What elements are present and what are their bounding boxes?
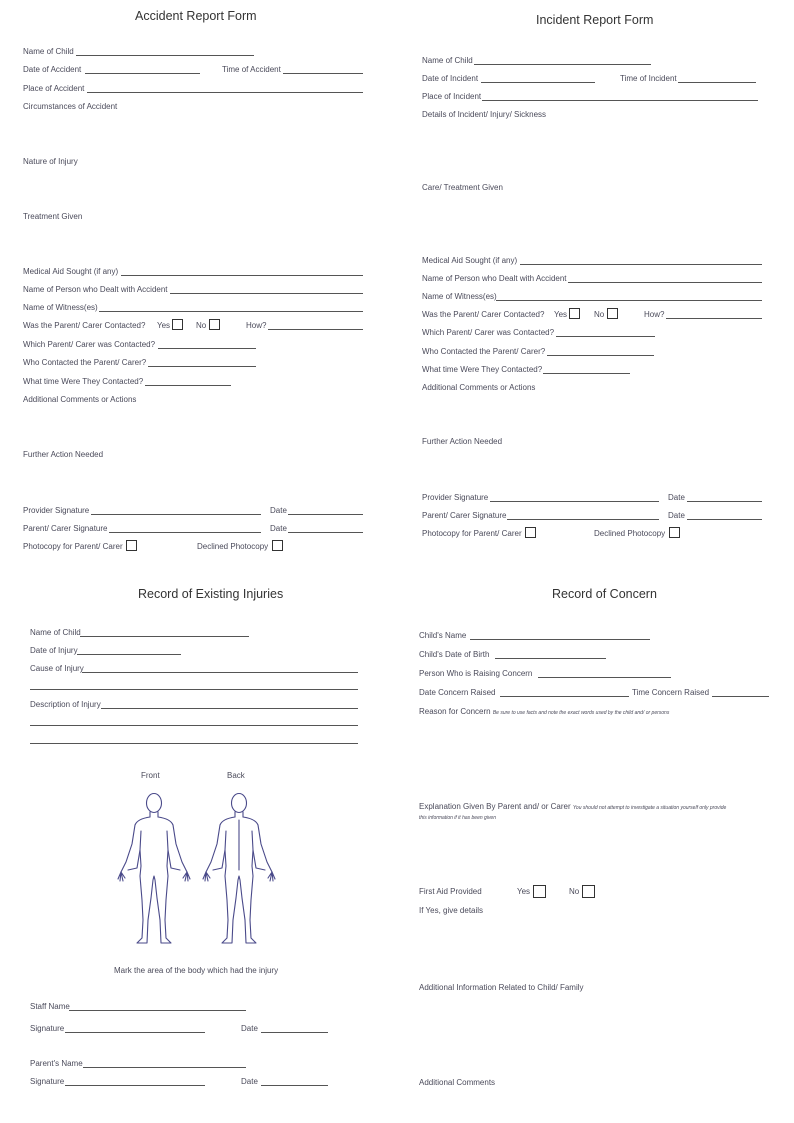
accident-nature-label: Nature of Injury [23,157,78,166]
incident-what-time-label: What time Were They Contacted? [422,365,543,374]
accident-circumstances-label: Circumstances of Accident [23,102,118,111]
incident-place-label: Place of Incident [422,92,482,101]
accident-what-time-field[interactable] [145,385,231,386]
injuries-staff-name-label: Staff Name [30,1002,70,1011]
concern-explanation-label [419,802,726,813]
accident-medical-aid-field[interactable] [121,275,363,276]
concern-childs-dob-label: Child's Date of Birth [419,650,490,659]
incident-witnesses-field[interactable] [496,300,762,301]
concern-date-raised-field[interactable] [500,696,629,697]
incident-provider-date-label: Date [668,493,685,502]
concern-person-raising-field[interactable] [538,677,671,678]
incident-name-of-child-field[interactable] [474,64,651,65]
incident-details-label: Details of Incident/ Injury/ Sickness [422,110,547,119]
concern-childs-name-field[interactable] [470,639,650,640]
concern-childs-dob-field[interactable] [495,658,606,659]
incident-who-contacted-field[interactable] [547,355,654,356]
accident-provider-signature-field[interactable] [91,514,261,515]
incident-person-dealt-field[interactable] [568,282,762,283]
concern-if-yes-label: If Yes, give details [419,906,484,915]
incident-time-field[interactable] [678,82,756,83]
incident-yes-label: Yes [554,310,568,319]
accident-name-of-child-field[interactable] [76,55,254,56]
incident-parent-signature-label: Parent/ Carer Signature [422,511,507,520]
incident-provider-signature-field[interactable] [490,501,659,502]
accident-date-label: Date of Accident [23,65,82,74]
incident-declined-photocopy-checkbox[interactable] [669,527,680,538]
injuries-form-title: Record of Existing Injuries [138,587,284,601]
accident-date-field[interactable] [85,73,200,74]
accident-person-dealt-label: Name of Person who Dealt with Accident [23,285,168,294]
injuries-cause-field-line-2[interactable] [30,689,358,690]
incident-form-title: Incident Report Form [536,13,654,27]
incident-witnesses-label: Name of Witness(es) [422,292,497,301]
injuries-parent-signature-field[interactable] [65,1085,205,1086]
concern-date-raised-label: Date Concern Raised [419,688,496,697]
accident-photocopy-label: Photocopy for Parent/ Carer [23,542,123,551]
incident-further-action-label: Further Action Needed [422,437,503,446]
accident-who-contacted-field[interactable] [148,366,256,367]
mark-area-caption: Mark the area of the body which had the injury [114,966,279,975]
accident-parent-date-label: Date [270,524,287,533]
injuries-description-label: Description of Injury [30,700,101,709]
injuries-cause-label: Cause of Injury [30,664,84,673]
incident-which-parent-field[interactable] [556,336,655,337]
accident-which-parent-field[interactable] [158,348,256,349]
accident-parent-contacted-label: Was the Parent/ Carer Contacted? [23,321,146,330]
accident-parent-signature-label: Parent/ Carer Signature [23,524,108,533]
accident-no-label: No [196,321,207,330]
concern-explanation-text: Explanation Given By Parent and/ or Carer [419,802,571,811]
accident-yes-label: Yes [157,321,171,330]
accident-how-label: How? [246,321,267,330]
injuries-description-field[interactable] [101,708,358,709]
incident-time-label: Time of Incident [620,74,677,83]
incident-who-contacted-label: Who Contacted the Parent/ Carer? [422,347,546,356]
incident-how-field[interactable] [666,318,762,319]
accident-place-label: Place of Accident [23,84,85,93]
injuries-description-field-line-2[interactable] [30,725,358,726]
concern-time-raised-label: Time Concern Raised [632,688,710,697]
incident-medical-aid-label: Medical Aid Sought (if any) [422,256,518,265]
incident-additional-comments-label: Additional Comments or Actions [422,383,536,392]
accident-name-of-child-label: Name of Child [23,47,74,56]
concern-reason-note: Be sure to use facts and note the exact words used by the child and/ or persons [492,710,670,716]
injuries-staff-signature-label: Signature [30,1024,65,1033]
injuries-staff-date-label: Date [241,1024,258,1033]
accident-time-field[interactable] [283,73,363,74]
body-front-label: Front [141,771,160,780]
incident-what-time-field[interactable] [543,373,630,374]
incident-yes-checkbox[interactable] [569,308,580,319]
incident-date-field[interactable] [481,82,595,83]
injuries-name-of-child-field[interactable] [80,636,249,637]
accident-place-field[interactable] [87,92,363,93]
incident-medical-aid-field[interactable] [520,264,762,265]
incident-how-label: How? [644,310,665,319]
incident-provider-signature-label: Provider Signature [422,493,489,502]
concern-form-title: Record of Concern [552,587,657,601]
incident-parent-contacted-label: Was the Parent/ Carer Contacted? [422,310,545,319]
accident-witnesses-field[interactable] [99,311,363,312]
accident-medical-aid-label: Medical Aid Sought (if any) [23,267,119,276]
injuries-date-label: Date of Injury [30,646,78,655]
concern-time-raised-field[interactable] [712,696,769,697]
accident-person-dealt-field[interactable] [170,293,363,294]
accident-provider-date-label: Date [270,506,287,515]
body-back-label: Back [227,771,245,780]
accident-yes-checkbox[interactable] [172,319,183,330]
accident-no-checkbox[interactable] [209,319,220,330]
accident-time-label: Time of Accident [222,65,281,74]
incident-photocopy-checkbox[interactable] [525,527,536,538]
concern-yes-checkbox[interactable] [533,885,546,898]
injuries-staff-date-field[interactable] [261,1032,328,1033]
concern-reason-text: Reason for Concern [419,707,491,716]
accident-how-field[interactable] [268,329,363,330]
incident-care-treatment-label: Care/ Treatment Given [422,183,503,192]
injuries-staff-name-field[interactable] [69,1010,246,1011]
accident-provider-date-field[interactable] [288,514,363,515]
injuries-staff-signature-field[interactable] [65,1032,205,1033]
body-back-diagram[interactable] [198,790,280,948]
injuries-parent-date-label: Date [241,1077,258,1086]
incident-parent-date-label: Date [668,511,685,520]
body-front-diagram[interactable] [113,790,195,948]
injuries-parent-signature-label: Signature [30,1077,65,1086]
incident-no-label: No [594,310,605,319]
accident-declined-photocopy-checkbox[interactable] [272,540,283,551]
accident-treatment-label: Treatment Given [23,212,83,221]
accident-parent-signature-field[interactable] [109,532,261,533]
incident-photocopy-label: Photocopy for Parent/ Carer [422,529,522,538]
injuries-name-of-child-label: Name of Child [30,628,81,637]
incident-person-dealt-label: Name of Person who Dealt with Accident [422,274,567,283]
injuries-cause-field[interactable] [82,672,358,673]
concern-explanation-note-2: this information if it has been given [419,815,496,821]
injuries-description-field-line-3[interactable] [30,743,358,744]
incident-no-checkbox[interactable] [607,308,618,319]
accident-additional-comments-label: Additional Comments or Actions [23,395,137,404]
concern-explanation-note-1: You should not attempt to investigate a situation yourself only provide [572,805,727,811]
accident-what-time-label: What time Were They Contacted? [23,377,144,386]
concern-childs-name-label: Child's Name [419,631,467,640]
accident-photocopy-checkbox[interactable] [126,540,137,551]
incident-parent-signature-field[interactable] [507,519,659,520]
incident-place-field[interactable] [482,100,758,101]
injuries-parents-name-label: Parent's Name [30,1059,83,1068]
accident-parent-date-field[interactable] [288,532,363,533]
concern-additional-info-label: Additional Information Related to Child/ Family [419,983,584,992]
incident-which-parent-label: Which Parent/ Carer was Contacted? [422,328,555,337]
injuries-parent-date-field[interactable] [261,1085,328,1086]
incident-name-of-child-label: Name of Child [422,56,473,65]
accident-further-action-label: Further Action Needed [23,450,104,459]
accident-declined-photocopy-label: Declined Photocopy [197,542,269,551]
incident-declined-photocopy-label: Declined Photocopy [594,529,666,538]
accident-form-title: Accident Report Form [135,9,257,23]
concern-first-aid-label: First Aid Provided [419,887,482,896]
accident-witnesses-label: Name of Witness(es) [23,303,98,312]
concern-yes-label: Yes [517,887,531,896]
concern-person-raising-label: Person Who is Raising Concern [419,669,533,678]
accident-who-contacted-label: Who Contacted the Parent/ Carer? [23,358,147,367]
accident-provider-signature-label: Provider Signature [23,506,90,515]
incident-date-label: Date of Incident [422,74,479,83]
concern-no-label: No [569,887,580,896]
concern-additional-comments-label: Additional Comments [419,1078,496,1087]
injuries-date-field[interactable] [77,654,181,655]
concern-no-checkbox[interactable] [582,885,595,898]
incident-parent-date-field[interactable] [687,519,762,520]
accident-which-parent-label: Which Parent/ Carer was Contacted? [23,340,156,349]
injuries-parents-name-field[interactable] [83,1067,246,1068]
concern-reason-label [419,707,669,718]
incident-provider-date-field[interactable] [687,501,762,502]
